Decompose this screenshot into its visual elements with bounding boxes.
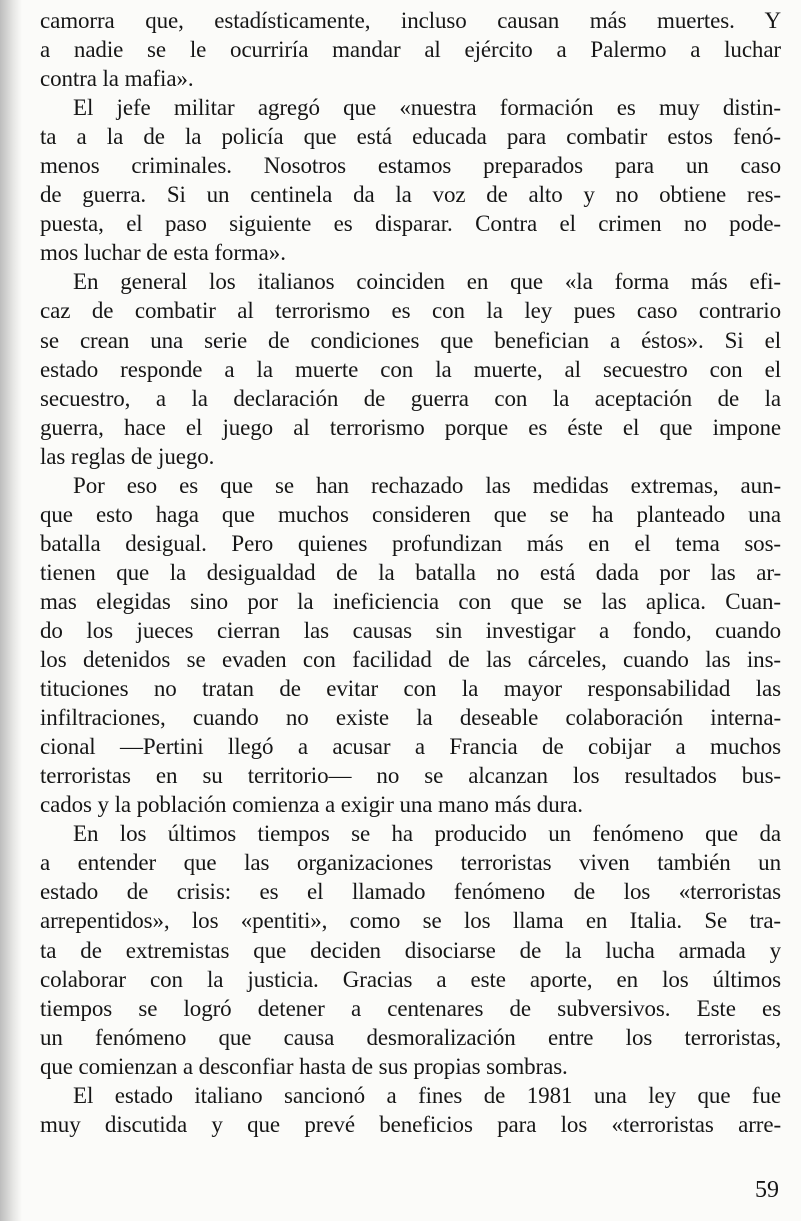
text-line: cados y la población comienza a exigir una mano más dura. — [40, 792, 583, 818]
text-line: contra la mafia». — [40, 66, 194, 92]
text-line: tienen que la desigualdad de la batalla no está dada por las ar- — [40, 559, 781, 585]
text-line: que comienzan a desconfiar hasta de sus propias sombras. — [40, 1053, 568, 1079]
text-line: mas elegidas sino por la ineficiencia con que se las aplica. Cuan- — [40, 588, 781, 614]
text-line: se crean una serie de condiciones que benefician a éstos». Si el — [40, 327, 781, 353]
page-body-text — [40, 6, 781, 1139]
text-line: caz de combatir al terrorismo es con la ley pues caso contrario — [40, 298, 781, 324]
text-line: los detenidos se evaden con facilidad de las cárceles, cuando las ins- — [40, 647, 781, 673]
text-line: a nadie se le ocurriría mandar al ejército a Palermo a luchar — [40, 37, 781, 63]
text-line: tituciones no tratan de evitar con la mayor responsabilidad las — [40, 676, 781, 702]
text-line: puesta, el paso siguiente es disparar. Contra el crimen no pode- — [40, 211, 781, 237]
text-line: a entender que las organizaciones terroristas viven también un — [40, 850, 781, 876]
text-line: las reglas de juego. — [40, 443, 215, 469]
text-line: estado de crisis: es el llamado fenómeno de los «terroristas — [40, 879, 781, 905]
text-line: un fenómeno que causa desmoralización entre los terroristas, — [40, 1024, 781, 1050]
text-line: colaborar con la justicia. Gracias a este aporte, en los últimos — [40, 966, 781, 992]
text-line: menos criminales. Nosotros estamos preparados para un caso — [40, 153, 781, 179]
scan-edge-shadow — [0, 0, 22, 1221]
text-line: guerra, hace el juego al terrorismo porque es éste el que impone — [40, 414, 781, 440]
text-line: arrepentidos», los «pentiti», como se los llama en Italia. Se tra- — [40, 908, 781, 934]
text-line: de guerra. Si un centinela da la voz de alto y no obtiene res- — [40, 182, 781, 208]
text-line: camorra que, estadísticamente, incluso causan más muertes. Y — [40, 8, 781, 33]
text-line: En general los italianos coinciden en que «la forma más efi- — [73, 269, 781, 295]
text-line: En los últimos tiempos se ha producido un fenómeno que da — [73, 821, 781, 847]
text-line: Por eso es que se han rechazado las medidas extremas, aun- — [73, 472, 781, 498]
text-line: estado responde a la muerte con la muerte, al secuestro con el — [40, 356, 781, 382]
text-line: ta a la de la policía que está educada para combatir estos fenó- — [40, 124, 781, 150]
text-line: El jefe militar agregó que «nuestra formación es muy distin- — [73, 95, 781, 121]
text-line: que esto haga que muchos consideren que se ha planteado una — [40, 501, 781, 527]
text-line: mos luchar de esta forma». — [40, 240, 286, 266]
text-line: El estado italiano sancionó a fines de 1981 una ley que fue — [73, 1082, 781, 1108]
text-line: batalla desigual. Pero quienes profundizan más en el tema sos- — [40, 530, 781, 556]
text-line: tiempos se logró detener a centenares de subversivos. Este es — [40, 995, 781, 1021]
text-line: infiltraciones, cuando no existe la deseable colaboración interna- — [40, 705, 781, 731]
text-line: secuestro, a la declaración de guerra con la aceptación de la — [40, 385, 781, 411]
text-line: ta de extremistas que deciden disociarse de la lucha armada y — [40, 937, 781, 963]
text-line: muy discutida y que prevé beneficios para los «terroristas arre- — [40, 1111, 781, 1137]
text-line: do los jueces cierran las causas sin investigar a fondo, cuando — [40, 617, 781, 643]
text-line: terroristas en su territorio— no se alcanzan los resultados bus- — [40, 763, 781, 789]
page-number: 59 — [755, 1177, 779, 1203]
text-line: cional —Pertini llegó a acusar a Francia de cobijar a muchos — [40, 734, 781, 760]
